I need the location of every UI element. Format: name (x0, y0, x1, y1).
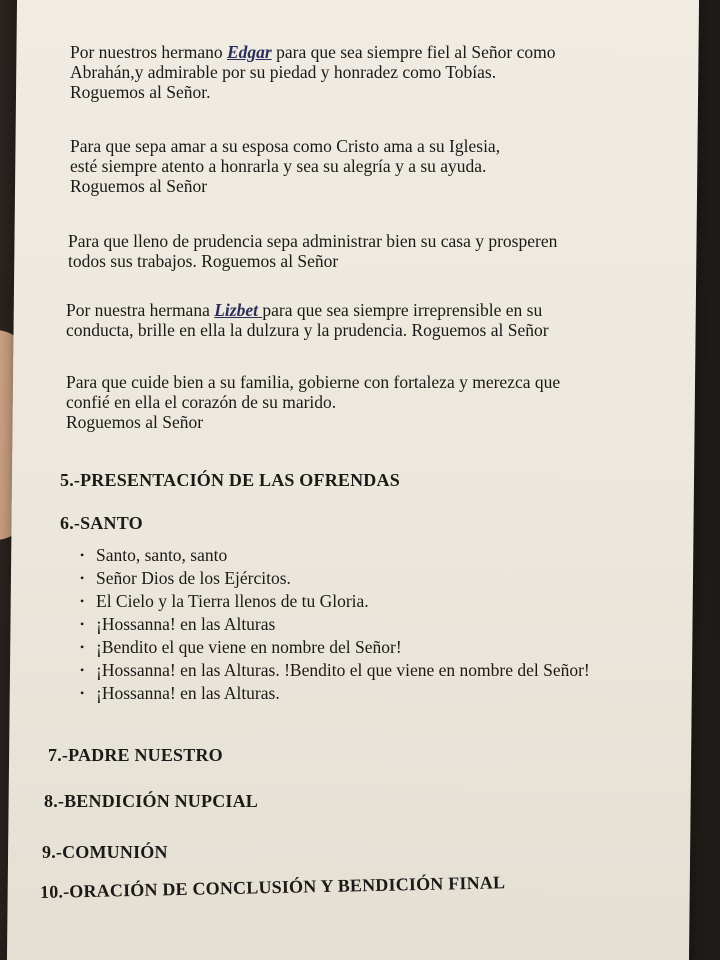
prayer-line: Por nuestra hermana Lizbet para que sea siempre irreprensible en su (66, 300, 543, 320)
list-item: • El Cielo y la Tierra llenos de tu Gloria. (80, 591, 369, 611)
prayer-line: todos sus trabajos. Roguemos al Señor (68, 251, 339, 271)
section-heading-comunion: 9.-COMUNIÓN (42, 842, 168, 862)
list-item: • ¡Hossanna! en las Alturas (80, 614, 276, 634)
bullet-icon: • (80, 640, 85, 654)
prayer-line: Abrahán,y admirable por su piedad y honradez como Tobías. (70, 62, 497, 82)
prayer-line: Para que sepa amar a su esposa como Cristo ama a su Iglesia, (70, 136, 501, 156)
prayer-line: Para que cuide bien a su familia, gobierne con fortaleza y merezca que (66, 372, 561, 392)
prayer-lizbet (66, 300, 656, 340)
santo-list (80, 544, 590, 705)
list-item: • Santo, santo, santo (80, 545, 228, 565)
prayer-line: esté siempre atento a honrarla y sea su alegría y a su ayuda. (70, 156, 487, 176)
groom-name: Edgar (227, 42, 272, 62)
bullet-icon: • (80, 617, 85, 631)
prayer-line: confié en ella el corazón de su marido. (66, 392, 337, 412)
bullet-icon: • (80, 571, 85, 585)
prayer-husband (70, 136, 660, 196)
section-heading-santo: 6.-SANTO (60, 513, 143, 533)
prayer-line: Por nuestros hermano Edgar para que sea siempre fiel al Señor como (70, 42, 556, 62)
list-item: • ¡Bendito el que viene en nombre del Señor! (80, 637, 402, 657)
prayer-line: Roguemos al Señor. (70, 82, 211, 102)
prayer-line: Roguemos al Señor (66, 412, 204, 432)
prayer-line: Para que lleno de prudencia sepa administrar bien su casa y prosperen (68, 231, 558, 251)
bullet-icon: • (80, 594, 85, 608)
prayer-edgar (70, 42, 660, 102)
prayer-line: conducta, brille en ella la dulzura y la prudencia. Roguemos al Señor (66, 320, 549, 340)
bullet-icon: • (80, 686, 85, 700)
list-item: • Señor Dios de los Ejércitos. (80, 568, 291, 588)
section-heading-padre-nuestro: 7.-PADRE NUESTRO (48, 745, 223, 765)
bullet-icon: • (80, 663, 85, 677)
prayer-line: Roguemos al Señor (70, 176, 208, 196)
prayer-family (66, 372, 656, 432)
section-heading-ofrendas: 5.-PRESENTACIÓN DE LAS OFRENDAS (60, 470, 400, 490)
list-item: • ¡Hossanna! en las Alturas. !Bendito el que viene en nombre del Señor! (80, 660, 590, 680)
prayer-prudence (68, 231, 658, 271)
section-heading-conclusion: 10.-ORACIÓN DE CONCLUSIÓN Y BENDICIÓN FINAL (39, 872, 506, 902)
list-item: • ¡Hossanna! en las Alturas. (80, 683, 280, 703)
bullet-icon: • (80, 548, 85, 562)
section-heading-bendicion-nupcial: 8.-BENDICIÓN NUPCIAL (44, 791, 259, 811)
bride-name: Lizbet (214, 300, 263, 320)
